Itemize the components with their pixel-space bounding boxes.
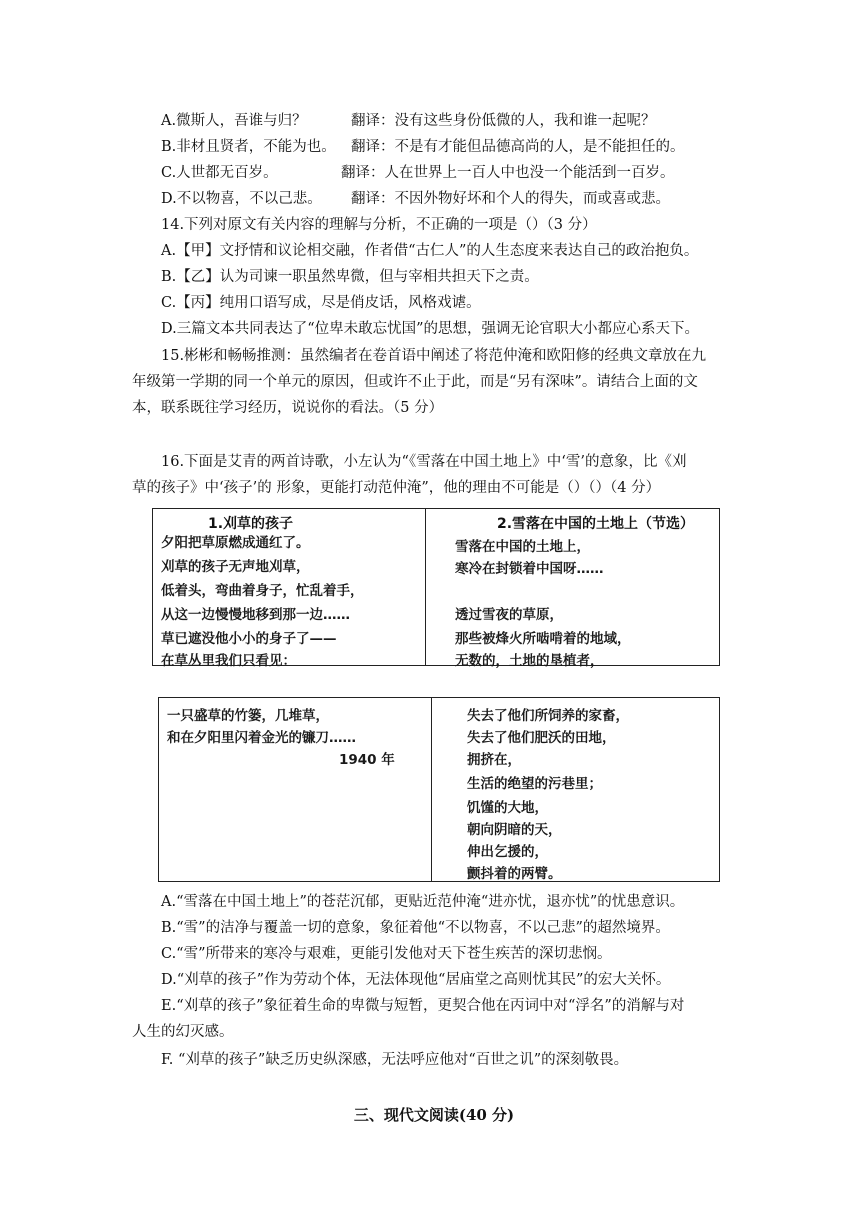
poem2-line: 朝向阴暗的天， [467, 822, 562, 838]
option-d-original: D.不以物喜，不以己悲。 [161, 191, 322, 207]
q16-option-a: A.“雪落在中国土地上”的苍茫沉郁，更贴近范仲淹“进亦忧，退亦忧”的忧患意识。 [161, 894, 685, 910]
poem-table-divider [431, 698, 432, 881]
poem2-line: 拥挤在， [467, 752, 521, 768]
poem2-line: 失去了他们所饲养的家畜， [467, 708, 629, 724]
poem1-line: 和在夕阳里闪着金光的镰刀…… [167, 730, 356, 746]
poem1-year: 1940 年 [339, 752, 395, 768]
option-a-original: A.微斯人，吾谁与归？ [161, 113, 307, 129]
option-c-translation: 翻译：人在世界上一百人中也没一个能活到一百岁。 [341, 165, 675, 181]
q14-stem: 14.下列对原文有关内容的理解与分析，不正确的一项是（）（3 分） [161, 217, 597, 233]
poem1-line: 草已遮没他小小的身子了—— [161, 631, 337, 647]
poem2-line: 失去了他们肥沃的田地， [467, 730, 616, 746]
option-b-translation: 翻译：不是有才能但品德高尚的人，是不能担任的。 [351, 139, 685, 155]
poem-table-top [152, 508, 720, 669]
option-a-translation: 翻译：没有这些身份低微的人，我和谁一起呢？ [351, 113, 656, 129]
poem-table-bottom [158, 697, 720, 882]
poem2-line: 透过雪夜的草原， [455, 607, 563, 623]
q15-line3: 本，联系既往学习经历，说说你的看法。（5 分） [132, 400, 444, 416]
poem2-line: 颤抖着的两臂。 [467, 866, 562, 882]
q16-option-e: E.“刈草的孩子”象征着生命的卑微与短暂，更契合他在丙词中对“浮名”的消解与对 [161, 998, 685, 1014]
poem2-line: 无数的，土地的垦植者， [455, 653, 604, 669]
q15-line1: 15.彬彬和畅畅推测：虽然编者在卷首语中阐述了将范仲淹和欧阳修的经典文章放在九 [161, 348, 707, 364]
poem1-line: 一只盛草的竹篓，几堆草， [167, 708, 329, 724]
poem-table-divider [425, 509, 426, 665]
q14-option-d: D.三篇文本共同表达了“位卑未敢忘忧国”的思想，强调无论官职大小都应心系天下。 [161, 321, 700, 337]
poem1-line: 刈草的孩子无声地刈草， [161, 559, 310, 575]
poem1-line: 在草丛里我们只看见： [161, 653, 296, 669]
q16-option-b: B.“雪”的洁净与覆盖一切的意象，象征着他“不以物喜，不以己悲”的超然境界。 [161, 920, 670, 936]
poem2-line: 寒冷在封锁着中国呀…… [455, 561, 604, 577]
poem1-line: 从这一边慢慢地移到那一边…… [161, 607, 350, 623]
q16-option-d: D.“刈草的孩子”作为劳动个体，无法体现他“居庙堂之高则忧其民”的宏大关怀。 [161, 972, 671, 988]
q16-line1: 16.下面是艾青的两首诗歌，小左认为“《雪落在中国土地上》中‘雪’的意象，比《刈 [161, 454, 687, 470]
poem2-line: 雪落在中国的土地上， [455, 539, 590, 555]
poem1-title: 1.刈草的孩子 [208, 516, 294, 532]
q14-option-c: C.【丙】纯用口语写成，尽是俏皮话，风格戏谑。 [161, 295, 481, 311]
option-b-original: B.非材且贤者，不能为也。 [161, 139, 336, 155]
poem1-line: 低着头，弯曲着身子，忙乱着手， [161, 583, 364, 599]
option-d-translation: 翻译：不因外物好坏和个人的得失，而或喜或悲。 [351, 191, 670, 207]
poem2-line: 伸出乞援的， [467, 844, 548, 860]
q16-line2: 草的孩子》中‘孩子’的 形象，更能打动范仲淹”，他的理由不可能是（）（）（4 分） [132, 480, 661, 496]
q16-option-e-cont: 人生的幻灭感。 [132, 1024, 234, 1040]
poem2-line: 那些被烽火所啮啃着的地域， [455, 631, 631, 647]
option-c-original: C.人世都无百岁。 [161, 165, 278, 181]
q16-option-c: C.“雪”所带来的寒冷与艰难，更能引发他对天下苍生疾苦的深切悲悯。 [161, 946, 612, 962]
q14-option-b: B.【乙】认为司谏一职虽然卑微，但与宰相共担天下之责。 [161, 269, 539, 285]
poem2-title: 2.雪落在中国的土地上（节选） [497, 516, 695, 532]
section-heading: 三、现代文阅读(40 分) [353, 1106, 515, 1124]
q15-line2: 年级第一学期的同一个单元的原因，但或许不止于此，而是“另有深味”。请结合上面的文 [132, 374, 698, 390]
poem2-line: 饥馑的大地， [467, 800, 548, 816]
q14-option-a: A.【甲】文抒情和议论相交融，作者借“古仁人”的人生态度来表达自己的政治抱负。 [161, 243, 699, 259]
poem2-line: 生活的绝望的污巷里； [467, 776, 602, 792]
poem1-line: 夕阳把草原燃成通红了。 [161, 535, 310, 551]
q16-option-f: F. “刈草的孩子”缺乏历史纵深感，无法呼应他对“百世之讥”的深刻敬畏。 [161, 1052, 629, 1068]
